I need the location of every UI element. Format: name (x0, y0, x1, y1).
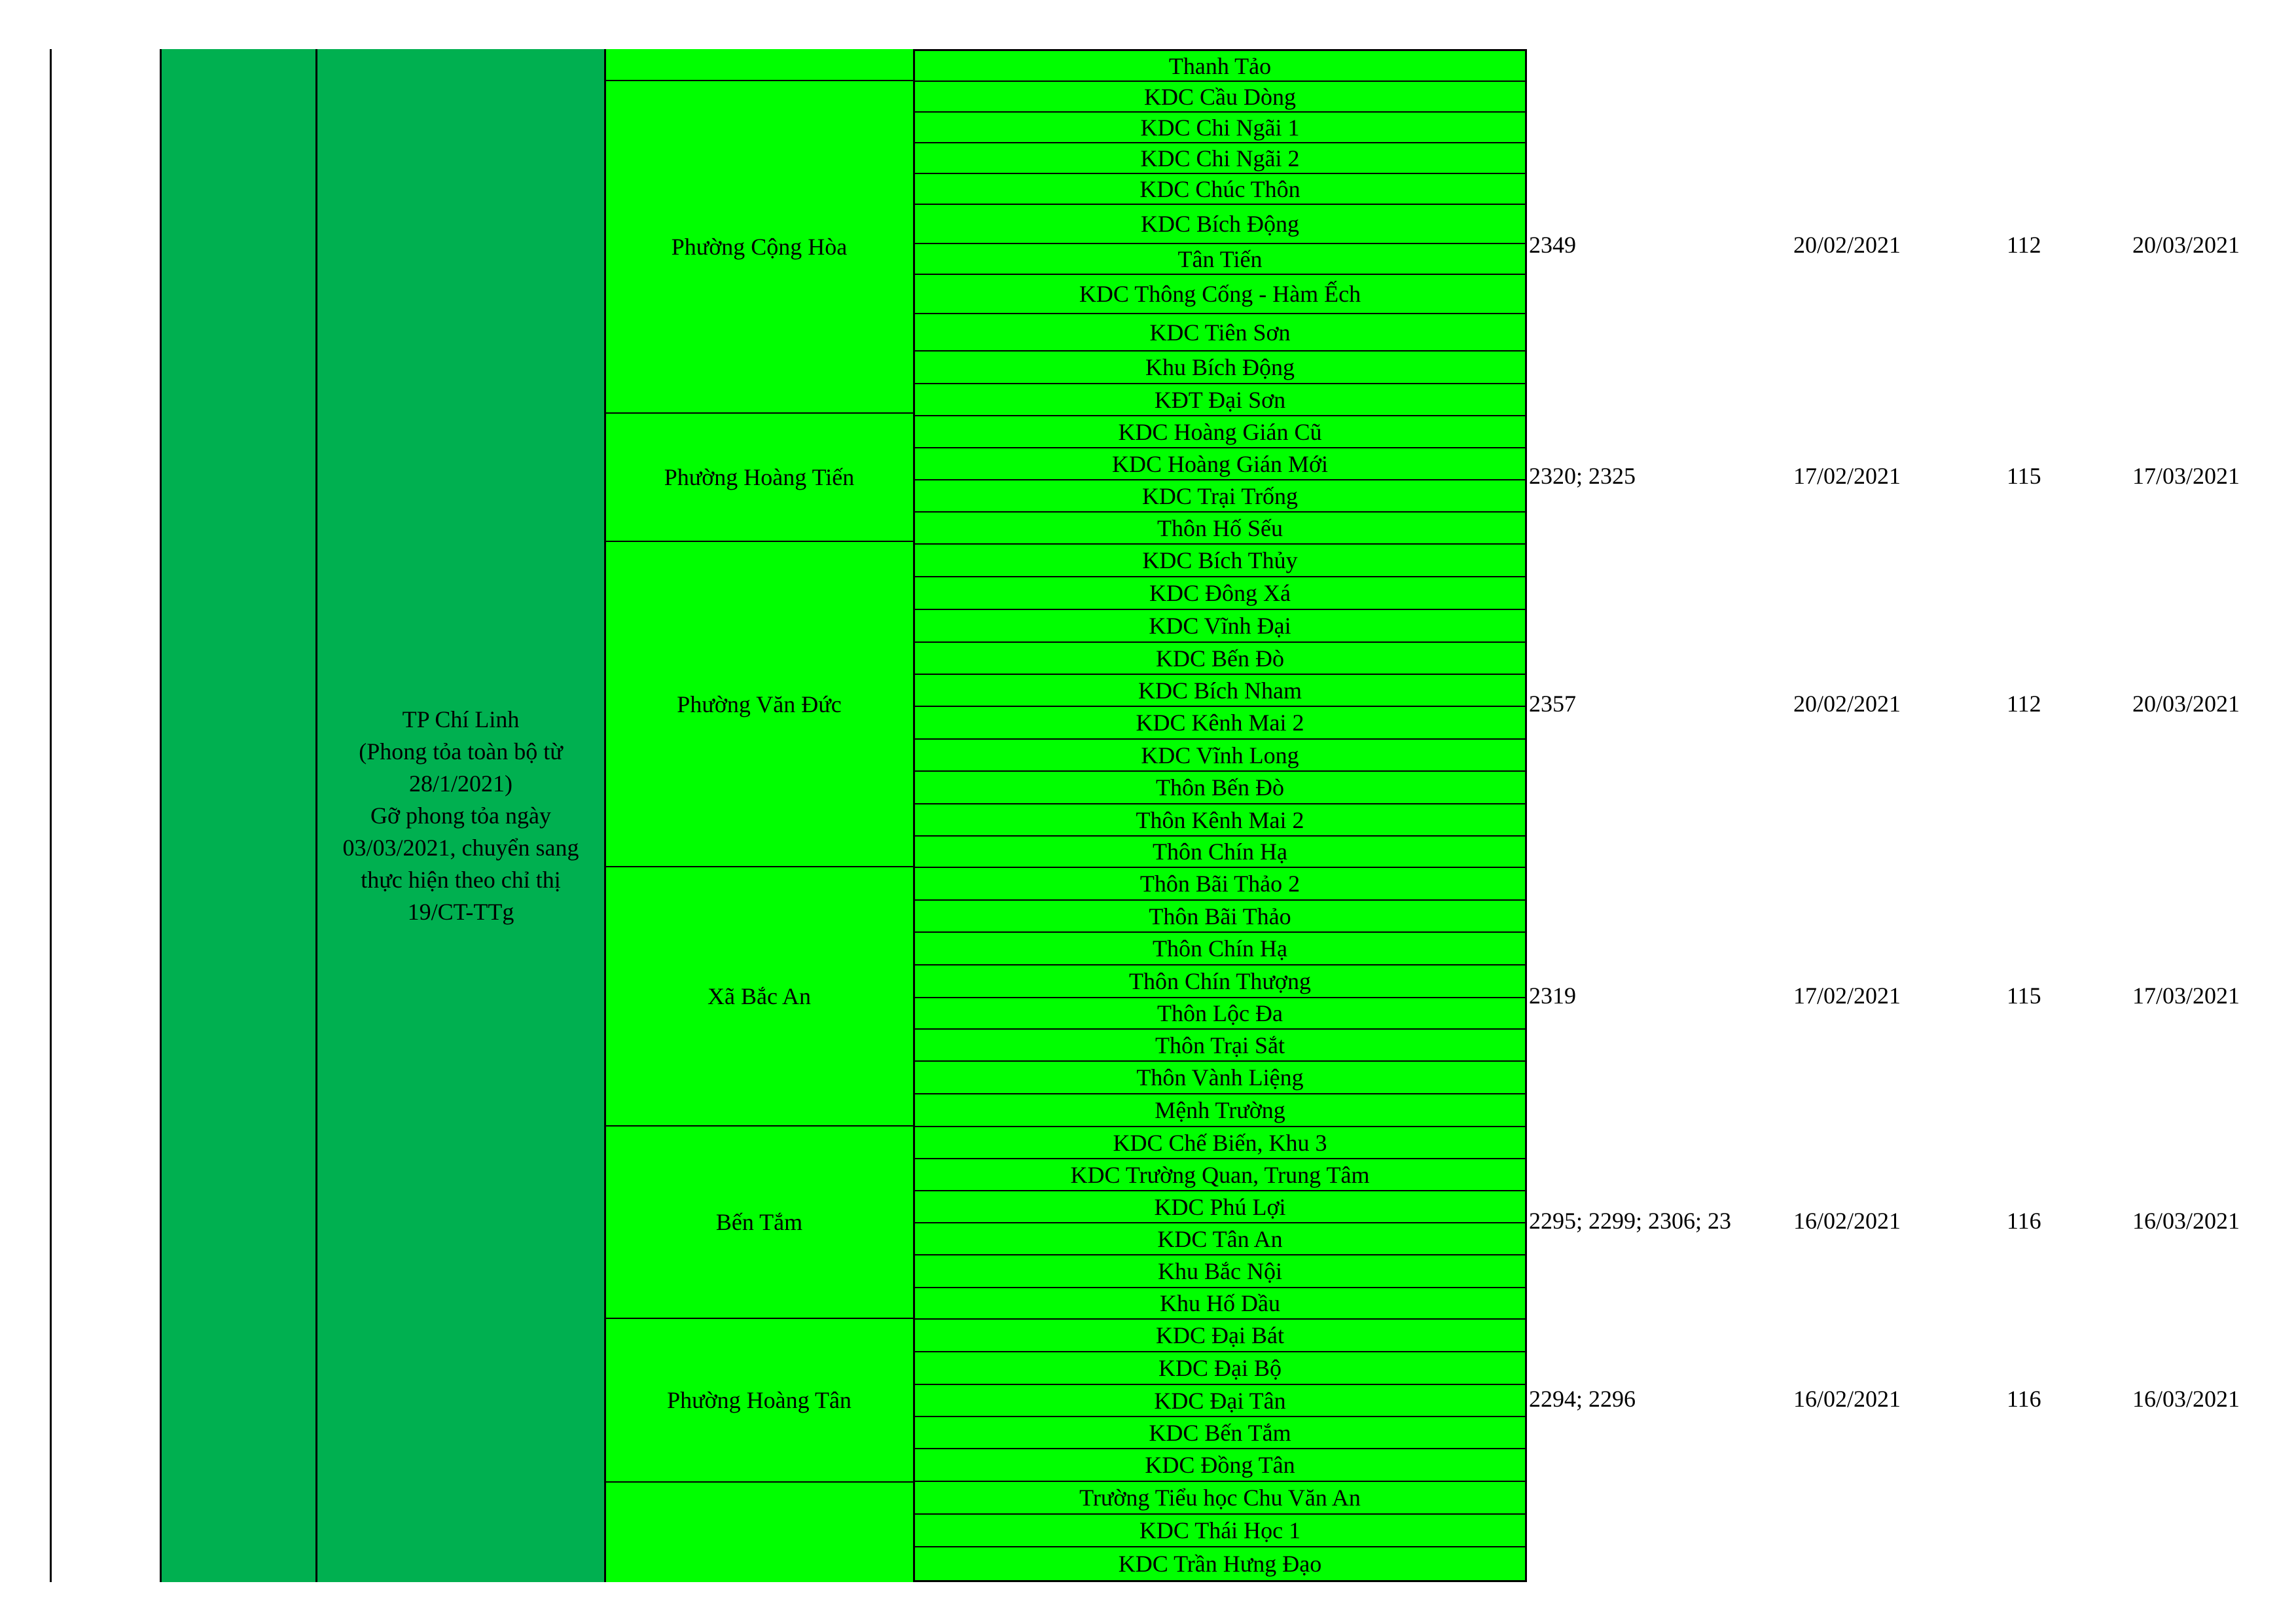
residential-area-row (915, 1062, 1525, 1094)
residential-area-row (915, 51, 1525, 82)
residential-area-name: Thôn Chín Hạ (1153, 935, 1287, 962)
residential-area-row (915, 416, 1525, 448)
residential-area-row (915, 480, 1525, 513)
city-label-line: 19/CT-TTg (407, 898, 514, 925)
residential-area-row (915, 352, 1525, 384)
case-code: 2294; 2296 (1529, 1386, 1636, 1412)
residential-area-row (915, 933, 1525, 965)
residential-area-row (915, 545, 1525, 577)
residential-area-row (915, 1449, 1525, 1482)
left-margin-line (50, 49, 52, 1582)
residential-area-name: Khu Bích Động (1145, 354, 1295, 380)
residential-area-row (915, 244, 1525, 275)
residential-area-row (915, 1159, 1525, 1191)
residential-area-name: Thôn Chín Thượng (1129, 968, 1311, 994)
ward-name: Phường Hoàng Tân (667, 1387, 852, 1413)
residential-area-name: Thanh Tảo (1168, 52, 1272, 79)
residential-area-row (915, 1223, 1525, 1255)
residential-area-row (915, 1515, 1525, 1547)
case-code: 2349 (1529, 232, 1576, 258)
residential-area-name: Tân Tiến (1177, 245, 1263, 272)
residential-area-name: Thôn Lộc Đa (1157, 1000, 1283, 1026)
residential-area-row (915, 643, 1525, 675)
residential-area-row (915, 577, 1525, 610)
residential-area-name: KDC Tân An (1157, 1225, 1283, 1252)
residential-area-name: KDC Phú Lợi (1154, 1193, 1286, 1220)
city-label-line: TP Chí Linh (402, 706, 520, 732)
ward-cell (605, 80, 913, 412)
end-date: 20/03/2021 (2132, 232, 2240, 258)
residential-area-row (915, 707, 1525, 740)
residential-area-row (915, 965, 1525, 998)
start-date: 20/02/2021 (1793, 691, 1901, 717)
start-date: 16/02/2021 (1793, 1386, 1901, 1412)
residential-area-row (915, 205, 1525, 244)
case-code: 2319 (1529, 983, 1576, 1009)
residential-area-row (915, 1385, 1525, 1417)
residential-area-name: Mệnh Trường (1155, 1097, 1285, 1123)
residential-area-row (915, 675, 1525, 707)
residential-area-row (915, 1127, 1525, 1159)
residential-area-row (915, 610, 1525, 643)
residential-area-name: Khu Hố Dầu (1160, 1290, 1280, 1316)
residential-area-row (915, 113, 1525, 143)
residential-area-row (915, 1191, 1525, 1223)
ward-cell (605, 866, 913, 1125)
residential-area-row (915, 513, 1525, 545)
residential-area-name: KDC Vĩnh Long (1141, 742, 1299, 768)
residential-area-row (915, 275, 1525, 314)
residential-area-name: KDC Hoàng Gián Mới (1111, 450, 1328, 477)
start-date: 17/02/2021 (1793, 983, 1901, 1009)
residential-area-column (913, 49, 1527, 1582)
residential-area-name: KDC Bích Nham (1138, 677, 1302, 704)
residential-area-name: Khu Bắc Nội (1158, 1258, 1282, 1284)
column-a-left-border (160, 49, 162, 1582)
residential-area-name: KDC Bích Thủy (1142, 547, 1298, 573)
residential-area-name: KDC Vĩnh Đại (1149, 613, 1291, 639)
residential-area-name: KDC Đại Tân (1154, 1387, 1286, 1414)
column-c-left-border (604, 49, 606, 1582)
end-date: 17/03/2021 (2132, 463, 2240, 489)
residential-area-row (915, 1417, 1525, 1449)
residential-area-name: KDC Chi Ngãi 2 (1140, 145, 1300, 171)
city-label (323, 704, 598, 928)
residential-area-name: KDC Chúc Thôn (1139, 175, 1300, 202)
residential-area-name: Thôn Vành Liệng (1136, 1064, 1304, 1091)
residential-area-name: KDC Đại Bộ (1158, 1355, 1282, 1381)
residential-area-row (915, 143, 1525, 174)
ward-name: Xã Bắc An (708, 983, 811, 1009)
residential-area-row (915, 772, 1525, 804)
residential-area-row (915, 1320, 1525, 1352)
city-label-line: Gỡ phong tỏa ngày (370, 802, 551, 829)
ward-cell (605, 412, 913, 541)
end-date: 16/03/2021 (2132, 1386, 2240, 1412)
start-date: 17/02/2021 (1793, 463, 1901, 489)
day-count: 116 (2007, 1208, 2041, 1234)
city-label-line: (Phong tỏa toàn bộ từ (359, 738, 563, 765)
residential-area-name: Thôn Bãi Thảo (1149, 903, 1291, 929)
start-date: 20/02/2021 (1793, 232, 1901, 258)
residential-area-row (915, 314, 1525, 352)
residential-area-name: KDC Hoàng Gián Cũ (1118, 418, 1322, 445)
case-code: 2357 (1529, 691, 1576, 717)
end-date: 20/03/2021 (2132, 691, 2240, 717)
residential-area-row (915, 1288, 1525, 1320)
end-date: 16/03/2021 (2132, 1208, 2240, 1234)
residential-area-name: KDC Thông Cống - Hàm Ếch (1079, 281, 1361, 307)
residential-area-row (915, 384, 1525, 416)
residential-area-name: KDC Bến Tắm (1149, 1419, 1291, 1446)
residential-area-name: Trường Tiểu học Chu Văn An (1079, 1485, 1361, 1511)
residential-area-row (915, 1547, 1525, 1580)
city-cell (316, 49, 605, 1582)
day-count: 115 (2007, 983, 2041, 1009)
residential-area-name: KDC Đông Xá (1149, 580, 1291, 606)
residential-area-name: Thôn Chín Hạ (1153, 839, 1287, 865)
residential-area-name: KDC Kênh Mai 2 (1136, 710, 1304, 736)
residential-area-row (915, 740, 1525, 772)
residential-area-name: KDC Tiên Sơn (1149, 319, 1291, 346)
residential-area-row (915, 804, 1525, 837)
ward-cell (605, 1481, 913, 1582)
residential-area-name: KDC Đại Bát (1156, 1322, 1284, 1348)
residential-area-name: KĐT Đại Sơn (1154, 386, 1286, 413)
residential-area-row (915, 174, 1525, 205)
residential-area-row (915, 868, 1525, 901)
residential-area-name: KDC Trần Hưng Đạo (1118, 1551, 1322, 1577)
residential-area-row (915, 82, 1525, 113)
day-count: 112 (2007, 691, 2041, 717)
start-date: 16/02/2021 (1793, 1208, 1901, 1234)
residential-area-name: KDC Thái Học 1 (1139, 1517, 1301, 1543)
ward-name: Phường Hoàng Tiến (664, 464, 855, 490)
residential-area-name: KDC Cầu Dòng (1144, 83, 1296, 110)
residential-area-name: KDC Đồng Tân (1145, 1452, 1295, 1478)
case-code: 2295; 2299; 2306; 23 (1529, 1208, 1732, 1234)
residential-area-name: Thôn Bãi Thảo 2 (1139, 871, 1300, 897)
residential-area-row (915, 1030, 1525, 1062)
residential-area-name: KDC Chế Biến, Khu 3 (1113, 1129, 1327, 1156)
residential-area-row (915, 1094, 1525, 1127)
residential-area-name: Thôn Kênh Mai 2 (1136, 806, 1304, 833)
city-label-line: 28/1/2021) (409, 770, 512, 797)
day-count: 115 (2007, 463, 2041, 489)
residential-area-row (915, 448, 1525, 480)
residential-area-name: Thôn Bến Đò (1156, 774, 1284, 801)
residential-area-name: Thôn Hố Sếu (1157, 514, 1283, 541)
ward-name: Bến Tắm (715, 1209, 803, 1235)
residential-area-row (915, 1352, 1525, 1385)
residential-area-name: KDC Chi Ngãi 1 (1140, 114, 1300, 141)
residential-area-name: Thôn Trại Sắt (1155, 1032, 1285, 1058)
residential-area-name: KDC Bích Động (1141, 211, 1299, 237)
ward-cell (605, 541, 913, 866)
ward-cell (605, 49, 913, 80)
residential-area-name: KDC Trại Trống (1141, 482, 1299, 509)
residential-area-row (915, 1482, 1525, 1515)
ward-cell (605, 1318, 913, 1481)
ward-name: Phường Cộng Hòa (671, 234, 848, 260)
column-b-left-border (315, 49, 317, 1582)
residential-area-row (915, 998, 1525, 1030)
city-label-line: 03/03/2021, chuyển sang (342, 834, 579, 861)
day-count: 116 (2007, 1386, 2041, 1412)
residential-area-row (915, 837, 1525, 868)
end-date: 17/03/2021 (2132, 983, 2240, 1009)
residential-area-row (915, 901, 1525, 933)
city-label-line: thực hiện theo chỉ thị (361, 866, 561, 893)
residential-area-row (915, 1255, 1525, 1288)
day-count: 112 (2007, 232, 2041, 258)
province-column (161, 49, 316, 1582)
residential-area-name: KDC Bến Đò (1156, 645, 1284, 672)
ward-cell (605, 1125, 913, 1318)
case-code: 2320; 2325 (1529, 463, 1636, 489)
residential-area-name: KDC Trường Quan, Trung Tâm (1070, 1161, 1370, 1188)
ward-name: Phường Văn Đức (677, 691, 842, 717)
